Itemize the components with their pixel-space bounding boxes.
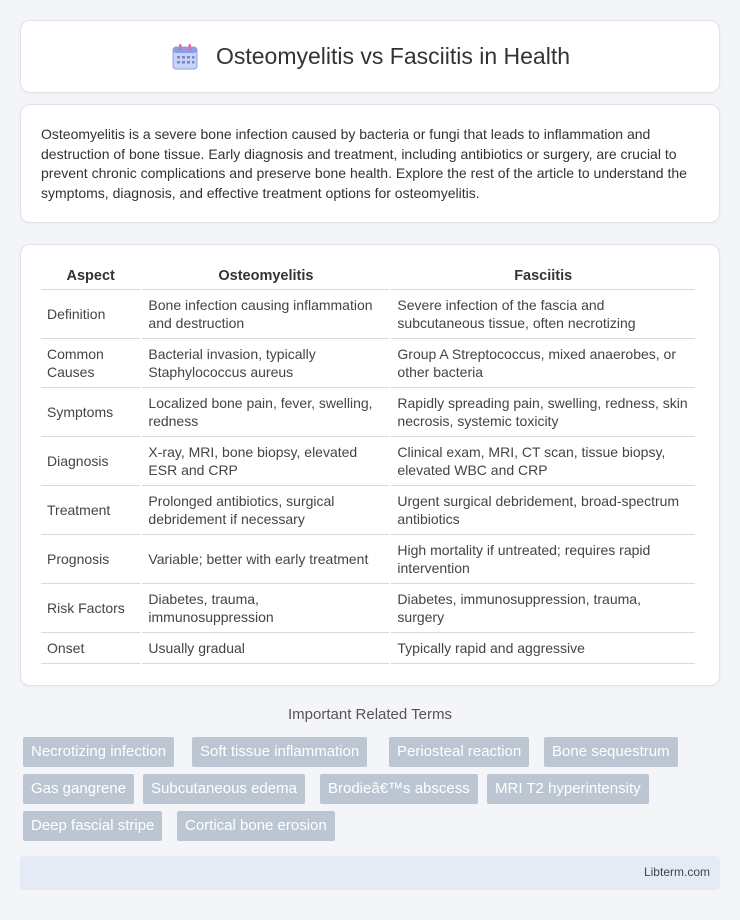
table-row <box>41 388 695 437</box>
osteomyelitis-cell: X-ray, MRI, bone biopsy, elevated ESR and CRP <box>142 437 389 486</box>
table-header-row <box>41 263 695 290</box>
fasciitis-cell: Group A Streptococcus, mixed anaerobes, or other bacteria <box>391 339 695 388</box>
term-tag[interactable]: MRI T2 hyperintensity <box>487 774 649 804</box>
term-tag[interactable]: Bone sequestrum <box>544 737 678 767</box>
osteomyelitis-cell: Diabetes, trauma, immunosuppression <box>142 584 389 633</box>
comparison-card <box>20 244 720 686</box>
aspect-cell: Diagnosis <box>41 437 140 486</box>
aspect-cell: Risk Factors <box>41 584 140 633</box>
osteomyelitis-cell: Prolonged antibiotics, surgical debridement if necessary <box>142 486 389 535</box>
fasciitis-cell: Diabetes, immunosuppression, trauma, surgery <box>391 584 695 633</box>
aspect-cell: Symptoms <box>41 388 140 437</box>
fasciitis-cell: Severe infection of the fascia and subcutaneous tissue, often necrotizing <box>391 290 695 339</box>
column-header: Aspect <box>41 263 140 290</box>
osteomyelitis-cell: Bacterial invasion, typically Staphylococcus aureus <box>142 339 389 388</box>
term-tag[interactable]: Brodieâ€™s abscess <box>320 774 478 804</box>
osteomyelitis-cell: Bone infection causing inflammation and destruction <box>142 290 389 339</box>
term-tag[interactable]: Soft tissue inflammation <box>192 737 367 767</box>
osteomyelitis-cell: Usually gradual <box>142 633 389 664</box>
term-tag[interactable]: Necrotizing infection <box>23 737 174 767</box>
intro-card <box>20 104 720 223</box>
header-card <box>20 20 720 93</box>
fasciitis-cell: High mortality if untreated; requires rapid intervention <box>391 535 695 584</box>
fasciitis-cell: Rapidly spreading pain, swelling, redness, skin necrosis, systemic toxicity <box>391 388 695 437</box>
table-row <box>41 584 695 633</box>
page-title: Osteomyelitis vs Fasciitis in Health <box>215 43 571 69</box>
fasciitis-cell: Typically rapid and aggressive <box>391 633 695 664</box>
aspect-cell: Treatment <box>41 486 140 535</box>
term-tag[interactable]: Subcutaneous edema <box>143 774 305 804</box>
aspect-cell: Prognosis <box>41 535 140 584</box>
intro-text: Osteomyelitis is a severe bone infection caused by bacteria or fungi that leads to inflammation and destruction of bone tissue. Early diagnosis and treatment, including antibiotics or surgery, are crucial to prevent chronic complications and preserve bone health. Explore the rest of the article to understand the symptoms, diagnosis, and effective treatment options for osteomyelitis. <box>41 126 687 201</box>
calendar-icon <box>170 42 200 72</box>
aspect-cell: Definition <box>41 290 140 339</box>
fasciitis-cell: Urgent surgical debridement, broad-spectrum antibiotics <box>391 486 695 535</box>
comparison-table <box>39 263 697 664</box>
table-row <box>41 290 695 339</box>
table-row <box>41 437 695 486</box>
term-tag[interactable]: Gas gangrene <box>23 774 134 804</box>
fasciitis-cell: Clinical exam, MRI, CT scan, tissue biopsy, elevated WBC and CRP <box>391 437 695 486</box>
aspect-cell: Onset <box>41 633 140 664</box>
term-tag[interactable]: Periosteal reaction <box>389 737 529 767</box>
table-row <box>41 339 695 388</box>
aspect-cell: Common Causes <box>41 339 140 388</box>
osteomyelitis-cell: Localized bone pain, fever, swelling, redness <box>142 388 389 437</box>
footer <box>20 856 720 890</box>
term-tag[interactable]: Cortical bone erosion <box>177 811 335 841</box>
table-row <box>41 535 695 584</box>
column-header: Osteomyelitis <box>142 263 389 290</box>
footer-link[interactable]: Libterm.com <box>643 865 710 879</box>
column-header: Fasciitis <box>391 263 695 290</box>
related-terms-title: Important Related Terms <box>288 706 452 723</box>
osteomyelitis-cell: Variable; better with early treatment <box>142 535 389 584</box>
table-row <box>41 633 695 664</box>
term-tag[interactable]: Deep fascial stripe <box>23 811 162 841</box>
table-row <box>41 486 695 535</box>
